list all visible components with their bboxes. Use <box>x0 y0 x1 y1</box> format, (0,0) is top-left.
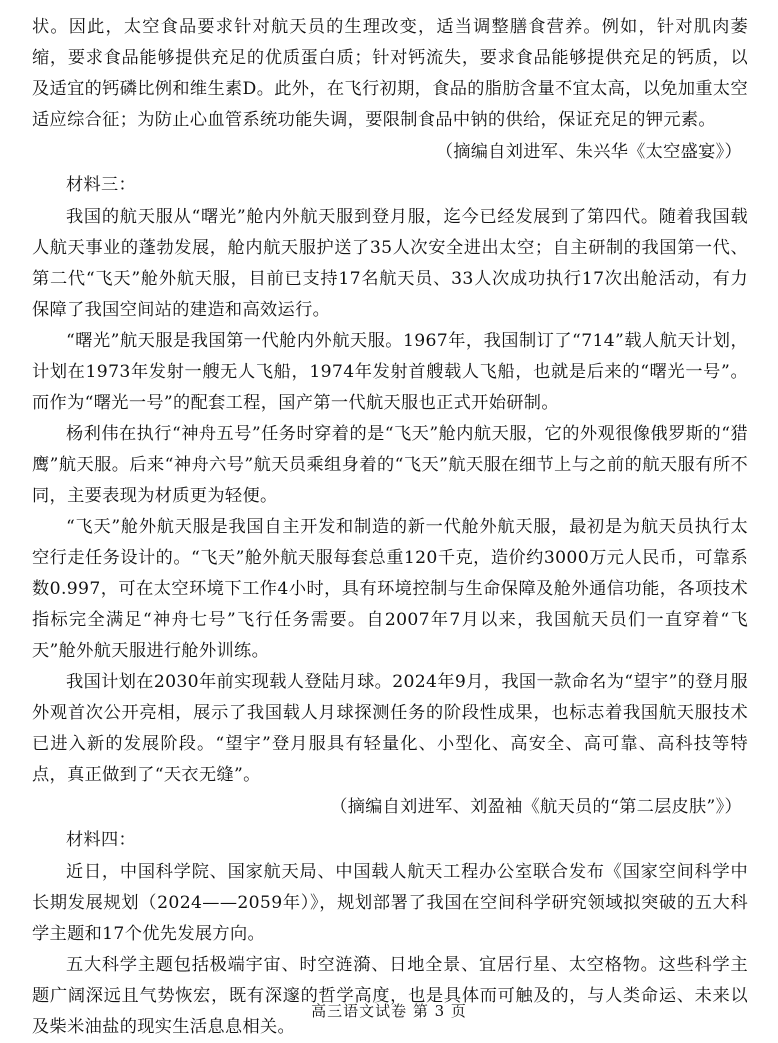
intro-paragraph: 状。因此，太空食品要求针对航天员的生理改变，适当调整膳食营养。例如，针对肌肉萎缩，要求食品能够提供充足的优质蛋白质；针对钙流失，要求食品能够提供充足的钙质，以及适宜的钙磷比例和维生素D。此外，在飞行初期，食品的脂肪含量不宜太高，以免加重太空适应综合征；为防止心血管系统功能失调，要限制食品中钠的供给，保证充足的钾元素。 <box>32 17 748 130</box>
source-citation-1: （摘编自刘进军、朱兴华《太空盛宴》） <box>435 142 742 162</box>
material-3-paragraph-5: 我国计划在2030年前实现载人登陆月球。2024年9月，我国一款命名为“望宇”的登月服外观首次公开亮相，展示了我国载人月球探测任务的阶段性成果，也标志着我国航天服技术已进入新的发展阶段。“望宇”登月服具有轻量化、小型化、高安全、高可靠、高科技等特点，真正做到了“天衣无缝”。 <box>32 672 748 785</box>
material-3-heading: 材料三： <box>66 175 136 195</box>
material-3-paragraph-4: “飞天”舱外航天服是我国自主开发和制造的新一代舱外航天服，最初是为航天员执行太空行走任务设计的。“飞天”舱外航天服每套总重120千克，造价约3000万元人民币，可靠系数0.997，可在太空环境下工作4小时，具有环境控制与生命保障及舱外通信功能，各项技术指标完全满足“神舟七号”飞行任务需要。自2007年7月以来，我国航天员们一直穿着“飞天”舱外航天服进行舱外训练。 <box>32 517 748 661</box>
footer-page-number: 高三语文试卷 第 3 页 <box>311 1002 467 1020</box>
material-3-paragraph-3: 杨利伟在执行“神舟五号”任务时穿着的是“飞天”舱内航天服，它的外观很像俄罗斯的“猎鹰”航天服。后来“神舟六号”航天员乘组身着的“飞天”航天服在细节上与之前的航天服有所不同，主要表现为材质更为轻便。 <box>32 424 748 506</box>
material-4-paragraph-1: 近日，中国科学院、国家航天局、中国载人航天工程办公室联合发布《国家空间科学中长期发展规划（2024——2059年）》，规划部署了我国在空间科学研究领域拟突破的五大科学主题和17个优先发展方向。 <box>32 862 748 944</box>
material-4-heading: 材料四： <box>66 830 136 850</box>
page-footer <box>0 1000 778 1021</box>
material-3-paragraph-1: 我国的航天服从“曙光”舱内外航天服到登月服，迄今已经发展到了第四代。随着我国载人航天事业的蓬勃发展，舱内航天服护送了35人次安全进出太空；自主研制的我国第一代、第二代“飞天”舱外航天服，目前已支持17名航天员、33人次成功执行17次出舱活动，有力保障了我国空间站的建造和高效运行。 <box>32 207 748 320</box>
material-4-paragraph-2: 五大科学主题包括极端宇宙、时空涟漪、日地全景、宜居行星、太空格物。这些科学主题广阔深远且气势恢宏，既有深邃的哲学高度，也是具体而可触及的，与人类命运、未来以及柴米油盐的现实生活息息相关。 <box>32 955 748 1037</box>
source-citation-2: （摘编自刘进军、刘盈袖《航天员的“第二层皮肤”》） <box>330 797 742 817</box>
material-3-paragraph-2: “曙光”航天服是我国第一代舱内外航天服。1967年，我国制订了“714”载人航天计划，计划在1973年发射一艘无人飞船，1974年发射首艘载人飞船，也就是后来的“曙光一号”。而作为“曙光一号”的配套工程，国产第一代航天服也正式开始研制。 <box>32 331 748 413</box>
